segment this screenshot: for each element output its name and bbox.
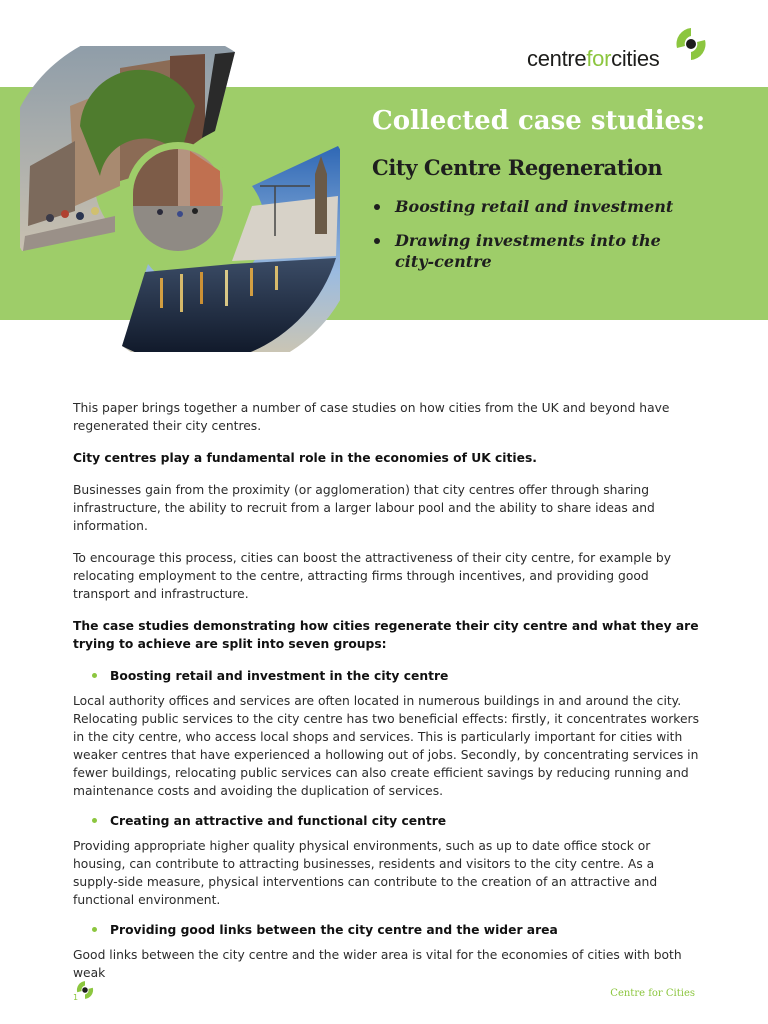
group-paragraph: Good links between the city centre and the wider area is vital for the economies of cities with both weak (73, 948, 682, 980)
section-heading: City centres play a fundamental role in the economies of UK cities. (73, 451, 537, 465)
body-paragraph: To encourage this process, cities can boost the attractiveness of their city centre, for example by relocating employment to the centre, attracting firms through incentives, and providing good transport and infrastructure. (73, 551, 672, 601)
group-heading: Creating an attractive and functional city centre (73, 812, 701, 830)
banner-bullet: Drawing investments into the city-centre (372, 230, 702, 272)
logo-part-for: for (586, 46, 612, 71)
group-heading: Boosting retail and investment in the city centre (73, 667, 701, 685)
logo-part-cities: cities (611, 46, 660, 71)
group-paragraph: Local authority offices and services are often located in numerous buildings in and around the city. Relocating public services to the city centre has two beneficial effects: firstly, it concentrates workers in the city centre, who access local shops and services. This is particularly important for cities with weaker centres that have experienced a hollowing out of jobs. Secondly, by concentrating services in fewer buildings, relocating public services can also create efficient savings by reducing running and maintenance costs and avoiding the duplication of services. (73, 694, 699, 798)
logo-part-centre: centre (527, 46, 587, 71)
body-paragraph: Businesses gain from the proximity (or agglomeration) that city centres offer through sharing infrastructure, the ability to recruit from a larger labour pool and the ability to share ideas and information. (73, 483, 655, 533)
document-title: Collected case studies: (372, 106, 706, 136)
banner-bullet-list (372, 196, 702, 285)
logo-swirl-icon (673, 26, 709, 62)
document-body (73, 399, 701, 994)
city-photo-collage (20, 46, 340, 352)
group-paragraph: Providing appropriate higher quality physical environments, such as up to date office stock or housing, can contribute to attracting businesses, residents and visitors to the city centre. As a supply-side measure, physical interventions can contribute to the creation of an attractive and functional environment. (73, 839, 658, 907)
banner-bullet: Boosting retail and investment (372, 196, 702, 217)
page-number: 1 (73, 993, 79, 1002)
document-subtitle: City Centre Regeneration (372, 155, 663, 180)
centre-for-cities-logo (527, 26, 717, 72)
section-heading: The case studies demonstrating how cities regenerate their city centre and what they are trying to achieve are split into seven groups: (73, 619, 699, 651)
footer-brand: Centre for Cities (610, 988, 695, 999)
logo-wordmark (527, 46, 659, 72)
intro-paragraph: This paper brings together a number of case studies on how cities from the UK and beyond have regenerated their city centres. (73, 401, 670, 433)
group-heading: Providing good links between the city centre and the wider area (73, 921, 701, 939)
